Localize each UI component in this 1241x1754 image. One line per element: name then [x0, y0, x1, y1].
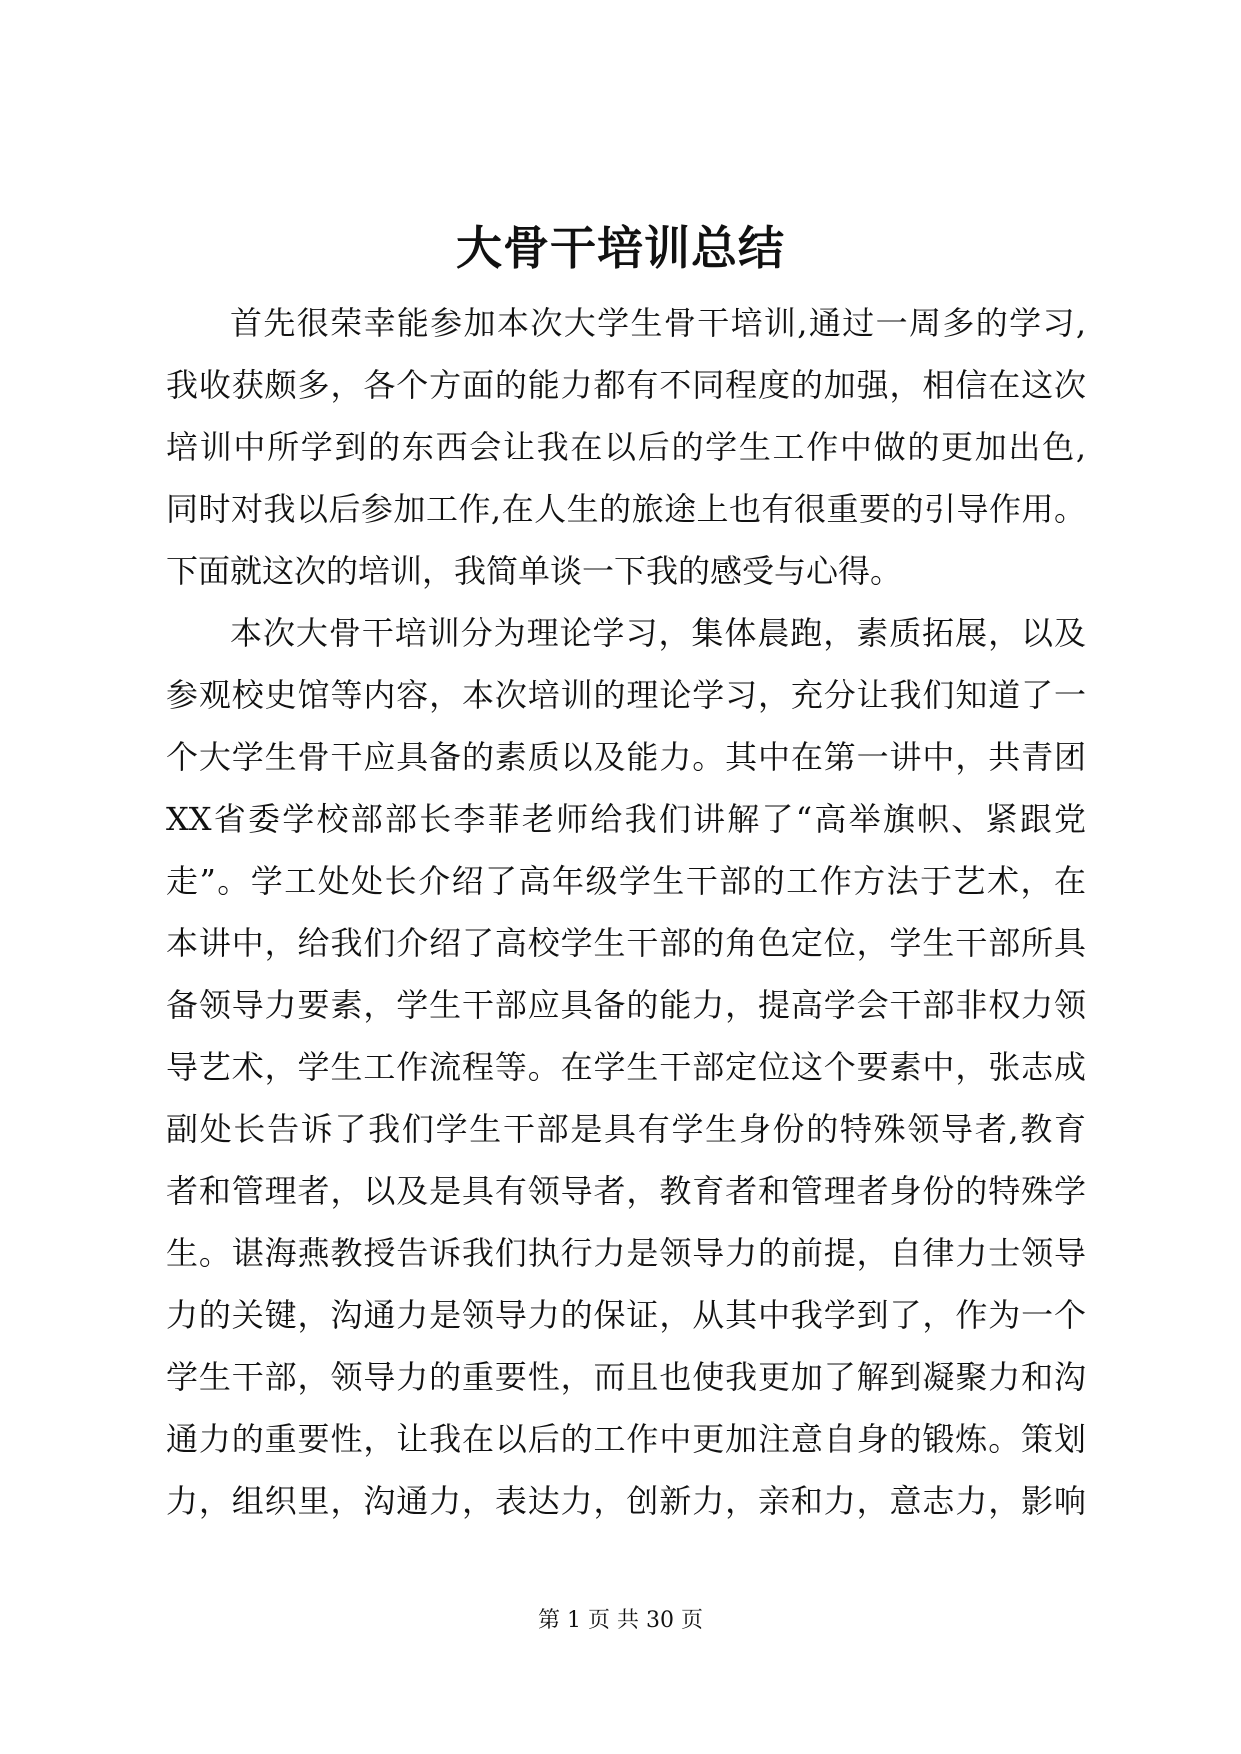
body-line: 本讲中，给我们介绍了高校学生干部的角色定位，学生干部所具	[166, 924, 1086, 962]
body-line: 下面就这次的培训，我简单谈一下我的感受与心得。	[166, 552, 903, 590]
body-line: 生。谌海燕教授告诉我们执行力是领导力的前提，自律力士领导	[166, 1234, 1086, 1272]
page-footer: 第 1 页 共 30 页	[538, 1608, 703, 1633]
body-line: 本次大骨干培训分为理论学习，集体晨跑，素质拓展，以及	[230, 614, 1086, 652]
body-line: 个大学生骨干应具备的素质以及能力。其中在第一讲中，共青团	[166, 738, 1086, 776]
body-line: 力的关键，沟通力是领导力的保证，从其中我学到了，作为一个	[166, 1296, 1086, 1334]
document-title: 大骨干培训总结	[456, 221, 785, 275]
body-line: 首先很荣幸能参加本次大学生骨干培训,通过一周多的学习,	[230, 304, 1086, 342]
body-line: 参观校史馆等内容，本次培训的理论学习，充分让我们知道了一	[166, 676, 1086, 714]
body-line: 副处长告诉了我们学生干部是具有学生身份的特殊领导者,教育	[166, 1110, 1086, 1148]
body-line: 力，组织里，沟通力，表达力，创新力，亲和力，意志力，影响	[166, 1482, 1086, 1520]
body-line: 学生干部，领导力的重要性，而且也使我更加了解到凝聚力和沟	[166, 1358, 1086, 1396]
body-line: 者和管理者，以及是具有领导者，教育者和管理者身份的特殊学	[166, 1172, 1086, 1210]
body-line: XX省委学校部部长李菲老师给我们讲解了“高举旗帜、紧跟党	[166, 800, 1086, 838]
body-line: 通力的重要性，让我在以后的工作中更加注意自身的锻炼。策划	[166, 1420, 1086, 1458]
document-body	[166, 292, 1086, 1532]
body-line: 导艺术，学生工作流程等。在学生干部定位这个要素中，张志成	[166, 1048, 1086, 1086]
body-line: 我收获颇多，各个方面的能力都有不同程度的加强，相信在这次	[166, 366, 1086, 404]
body-line: 同时对我以后参加工作,在人生的旅途上也有很重要的引导作用。	[166, 490, 1086, 528]
body-line: 备领导力要素，学生干部应具备的能力，提高学会干部非权力领	[166, 986, 1086, 1024]
body-line: 培训中所学到的东西会让我在以后的学生工作中做的更加出色,	[166, 428, 1086, 466]
body-line: 走”。学工处处长介绍了高年级学生干部的工作方法于艺术，在	[166, 862, 1086, 900]
